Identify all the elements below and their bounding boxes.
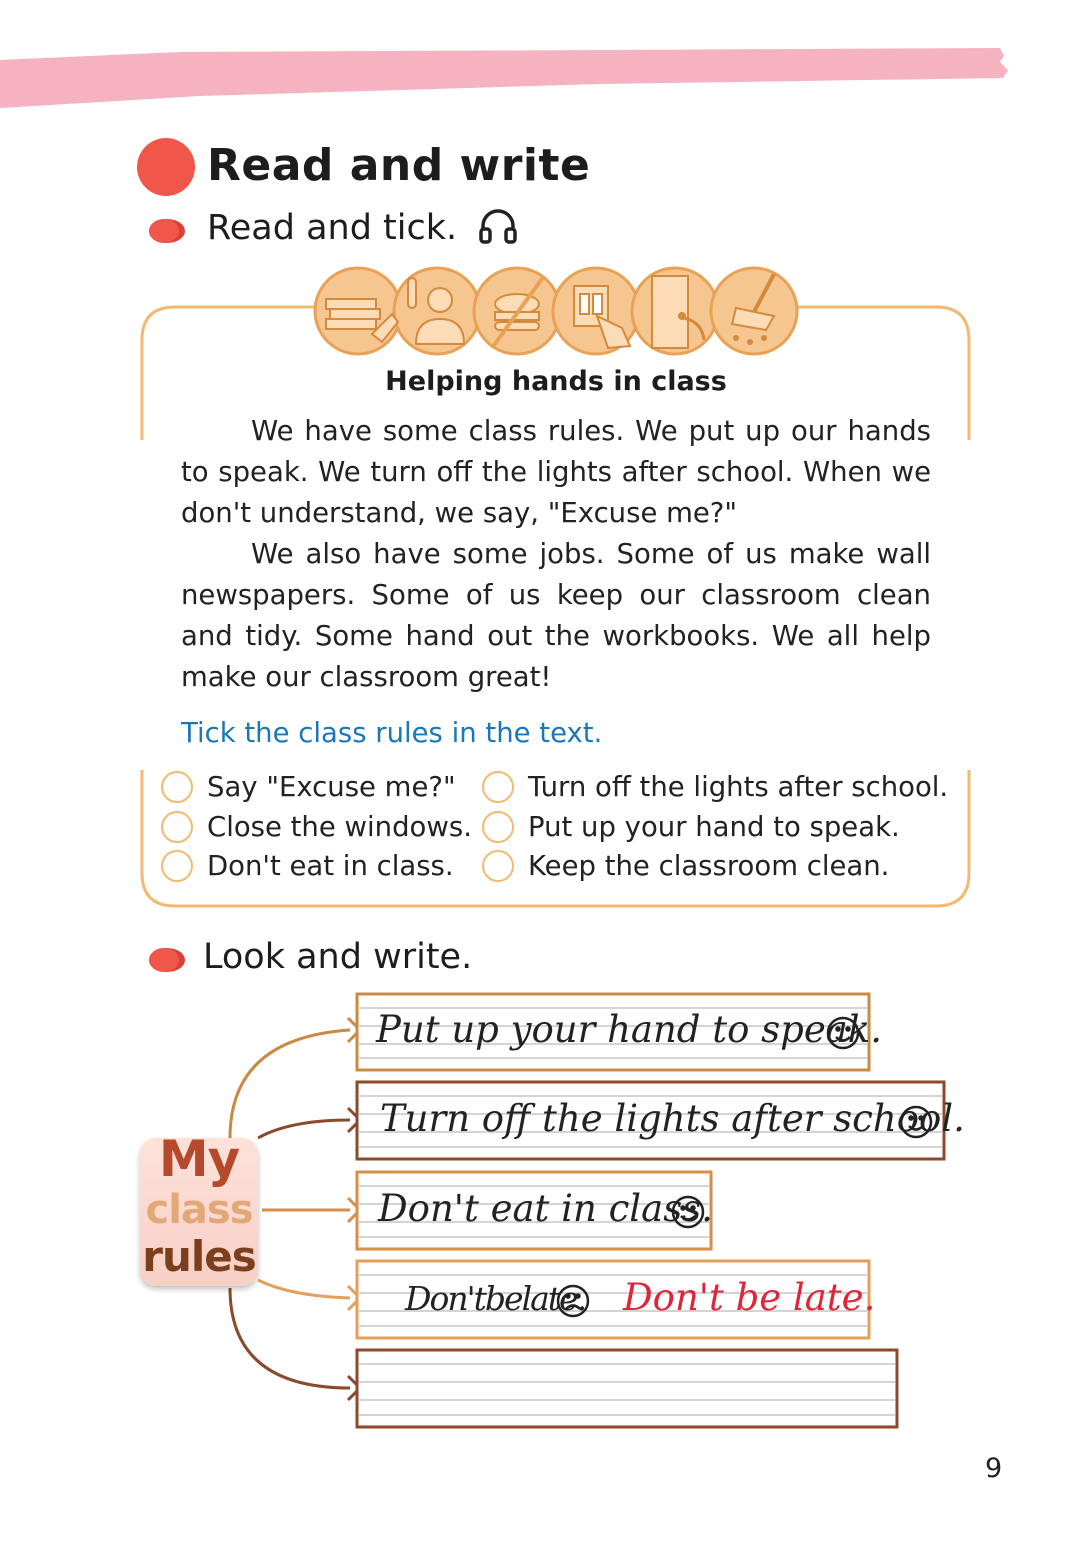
look-instruction: Look and write. bbox=[203, 937, 473, 977]
option-keep-clean[interactable] bbox=[482, 848, 889, 884]
option-say-excuse-me[interactable] bbox=[161, 769, 456, 805]
section-bullet bbox=[137, 138, 195, 196]
read-instruction: Read and tick. bbox=[207, 208, 458, 248]
tick-circle[interactable] bbox=[161, 811, 193, 843]
tick-circle[interactable] bbox=[482, 811, 514, 843]
look-bullet bbox=[148, 947, 186, 973]
paragraph-text: We also have some jobs. Some of us make wall newspapers. Some of us keep our classroom clean and tidy. Some hand out the workbooks. We all help make our classroom great! bbox=[181, 538, 931, 693]
top-pink-band bbox=[0, 0, 1080, 120]
reading-paragraph-1 bbox=[181, 411, 931, 534]
section-title: Read and write bbox=[207, 140, 591, 191]
rule-box-5[interactable] bbox=[357, 1350, 897, 1427]
option-label: Keep the classroom clean. bbox=[528, 850, 890, 882]
tick-instruction: Tick the class rules in the text. bbox=[181, 717, 603, 749]
read-bullet bbox=[148, 218, 186, 244]
headphones-icon[interactable] bbox=[478, 206, 518, 246]
label-line-rules: rules bbox=[142, 1232, 256, 1281]
tick-circle[interactable] bbox=[482, 771, 514, 803]
label-line-my: My bbox=[158, 1130, 240, 1188]
label-line-class: class bbox=[145, 1187, 253, 1233]
rule-icons-strip bbox=[312, 264, 800, 358]
paragraph-text: We have some class rules. We put up our hands to speak. We turn off the lights after school. When we don't understand, we say, "Excuse me?" bbox=[181, 415, 931, 529]
reading-paragraph-2 bbox=[181, 534, 931, 698]
rule-text-2: Turn off the lights after school. bbox=[380, 1097, 965, 1140]
page-number: 9 bbox=[985, 1453, 1003, 1484]
rule-text-1: Put up your hand to speak. bbox=[376, 1008, 882, 1051]
option-label: Don't eat in class. bbox=[207, 850, 454, 882]
tick-circle[interactable] bbox=[161, 850, 193, 882]
option-label: Put up your hand to speak. bbox=[528, 811, 900, 843]
my-class-rules-label bbox=[140, 1130, 258, 1286]
option-dont-eat[interactable] bbox=[161, 848, 454, 884]
tick-circle[interactable] bbox=[161, 771, 193, 803]
option-label: Close the windows. bbox=[207, 811, 472, 843]
option-turn-off-lights[interactable] bbox=[482, 769, 948, 805]
rule-correction-4: Don't be late. bbox=[623, 1276, 876, 1319]
option-put-up-hand[interactable] bbox=[482, 809, 900, 845]
option-close-windows[interactable] bbox=[161, 809, 472, 845]
option-label: Turn off the lights after school. bbox=[528, 771, 949, 803]
rule-text-3: Don't eat in class. bbox=[378, 1187, 713, 1230]
option-label: Say "Excuse me?" bbox=[207, 771, 456, 803]
reading-title: Helping hands in class bbox=[385, 366, 727, 397]
rule-text-4: Don'tbelate. bbox=[405, 1279, 586, 1318]
tick-circle[interactable] bbox=[482, 850, 514, 882]
